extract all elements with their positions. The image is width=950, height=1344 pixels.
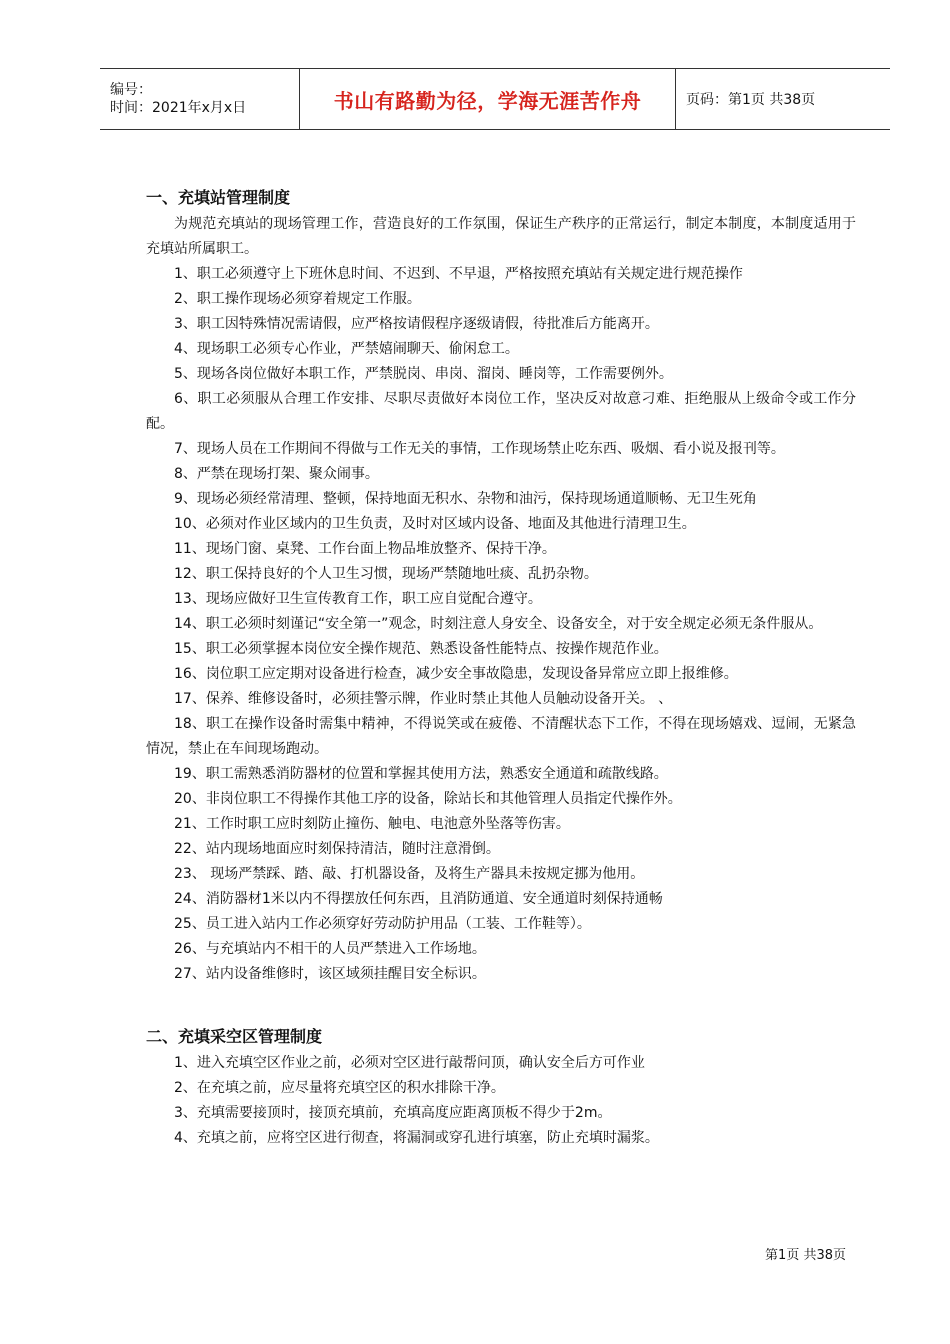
paragraph: 17、保养、维修设备时，必须挂警示牌，作业时禁止其他人员触动设备开关。 、 xyxy=(174,691,673,707)
paragraph: 16、岗位职工应定期对设备进行检查，减少安全事故隐患，发现设备异常应立即上报维修。 xyxy=(174,666,738,682)
document-body xyxy=(146,184,856,1151)
paragraph: 14、职工必须时刻谨记“安全第一”观念，时刻注意人身安全、设备安全，对于安全规定必须无条件服从。 xyxy=(174,616,823,632)
paragraph: 21、工作时职工应时刻防止撞伤、触电、电池意外坠落等伤害。 xyxy=(174,816,570,832)
section-1-paragraphs xyxy=(146,212,856,987)
paragraph: 为规范充填站的现场管理工作，营造良好的工作氛围，保证生产秩序的正常运行，制定本制度，本制度适用于充填站所属职工。 xyxy=(146,216,856,257)
paragraph: 13、现场应做好卫生宣传教育工作，职工应自觉配合遵守。 xyxy=(174,591,542,607)
paragraph: 26、与充填站内不相干的人员严禁进入工作场地。 xyxy=(174,941,486,957)
header-page-info: 页码：第1页 共38页 xyxy=(686,92,816,108)
paragraph: 12、职工保持良好的个人卫生习惯，现场严禁随地吐痰、乱扔杂物。 xyxy=(174,566,598,582)
paragraph: 23、 现场严禁踩、踏、敲、打机器设备，及将生产器具未按规定挪为他用。 xyxy=(174,866,645,882)
paragraph: 25、员工进入站内工作必须穿好劳动防护用品（工装、工作鞋等）。 xyxy=(174,916,591,932)
paragraph: 8、严禁在现场打架、聚众闹事。 xyxy=(174,466,379,482)
paragraph: 24、消防器材1米以内不得摆放任何东西，且消防通道、安全通道时刻保持通畅 xyxy=(174,891,663,907)
paragraph: 15、职工必须掌握本岗位安全操作规范、熟悉设备性能特点、按操作规范作业。 xyxy=(174,641,668,657)
paragraph: 3、职工因特殊情况需请假，应严格按请假程序逐级请假，待批准后方能离开。 xyxy=(174,316,659,332)
header-motto-cell xyxy=(300,69,676,129)
paragraph: 10、必须对作业区域内的卫生负责，及时对区域内设备、地面及其他进行清理卫生。 xyxy=(174,516,696,532)
number-label: 编号： xyxy=(110,82,152,98)
paragraph: 5、现场各岗位做好本职工作，严禁脱岗、串岗、溜岗、睡岗等，工作需要例外。 xyxy=(174,366,673,382)
paragraph: 7、现场人员在工作期间不得做与工作无关的事情，工作现场禁止吃东西、吸烟、看小说及报刊等。 xyxy=(174,441,785,457)
section-title: 一、充填站管理制度 xyxy=(146,188,291,207)
paragraph: 1、职工必须遵守上下班休息时间、不迟到、不早退，严格按照充填站有关规定进行规范操作 xyxy=(174,266,743,282)
section-title: 二、充填采空区管理制度 xyxy=(146,1027,323,1046)
header-meta xyxy=(100,69,300,129)
paragraph: 2、在充填之前，应尽量将充填空区的积水排除干净。 xyxy=(174,1080,505,1096)
paragraph: 4、现场职工必须专心作业，严禁嬉闹聊天、偷闲怠工。 xyxy=(174,341,519,357)
paragraph: 11、现场门窗、桌凳、工作台面上物品堆放整齐、保持干净。 xyxy=(174,541,556,557)
paragraph: 20、非岗位职工不得操作其他工序的设备，除站长和其他管理人员指定代操作外。 xyxy=(174,791,682,807)
header-motto: 书山有路勤为径，学海无涯苦作舟 xyxy=(333,88,642,113)
page-footer: 第1页 共38页 xyxy=(765,1248,846,1263)
time-label: 时间：2021年x月x日 xyxy=(110,100,247,116)
paragraph: 27、站内设备维修时，该区域须挂醒目安全标识。 xyxy=(174,966,486,982)
paragraph: 6、职工必须服从合理工作安排、尽职尽责做好本岗位工作，坚决反对故意刁难、拒绝服从上级命令或工作分配。 xyxy=(146,391,856,432)
paragraph: 3、充填需要接顶时，接顶充填前，充填高度应距离顶板不得少于2m。 xyxy=(174,1105,612,1121)
section-gap xyxy=(146,987,856,1023)
page-header xyxy=(100,68,890,130)
paragraph: 2、职工操作现场必须穿着规定工作服。 xyxy=(174,291,421,307)
paragraph: 18、职工在操作设备时需集中精神，不得说笑或在疲倦、不清醒状态下工作，不得在现场嬉戏、逗闹，无紧急情况，禁止在车间现场跑动。 xyxy=(146,716,856,757)
paragraph: 19、职工需熟悉消防器材的位置和掌握其使用方法，熟悉安全通道和疏散线路。 xyxy=(174,766,668,782)
paragraph: 1、进入充填空区作业之前，必须对空区进行敲帮问顶，确认安全后方可作业 xyxy=(174,1055,645,1071)
section-2-paragraphs xyxy=(146,1051,856,1151)
paragraph: 22、站内现场地面应时刻保持清洁，随时注意滑倒。 xyxy=(174,841,500,857)
paragraph: 9、现场必须经常清理、整顿，保持地面无积水、杂物和油污，保持现场通道顺畅、无卫生死角 xyxy=(174,491,757,507)
paragraph: 4、充填之前，应将空区进行彻查，将漏洞或穿孔进行填塞，防止充填时漏浆。 xyxy=(174,1130,659,1146)
